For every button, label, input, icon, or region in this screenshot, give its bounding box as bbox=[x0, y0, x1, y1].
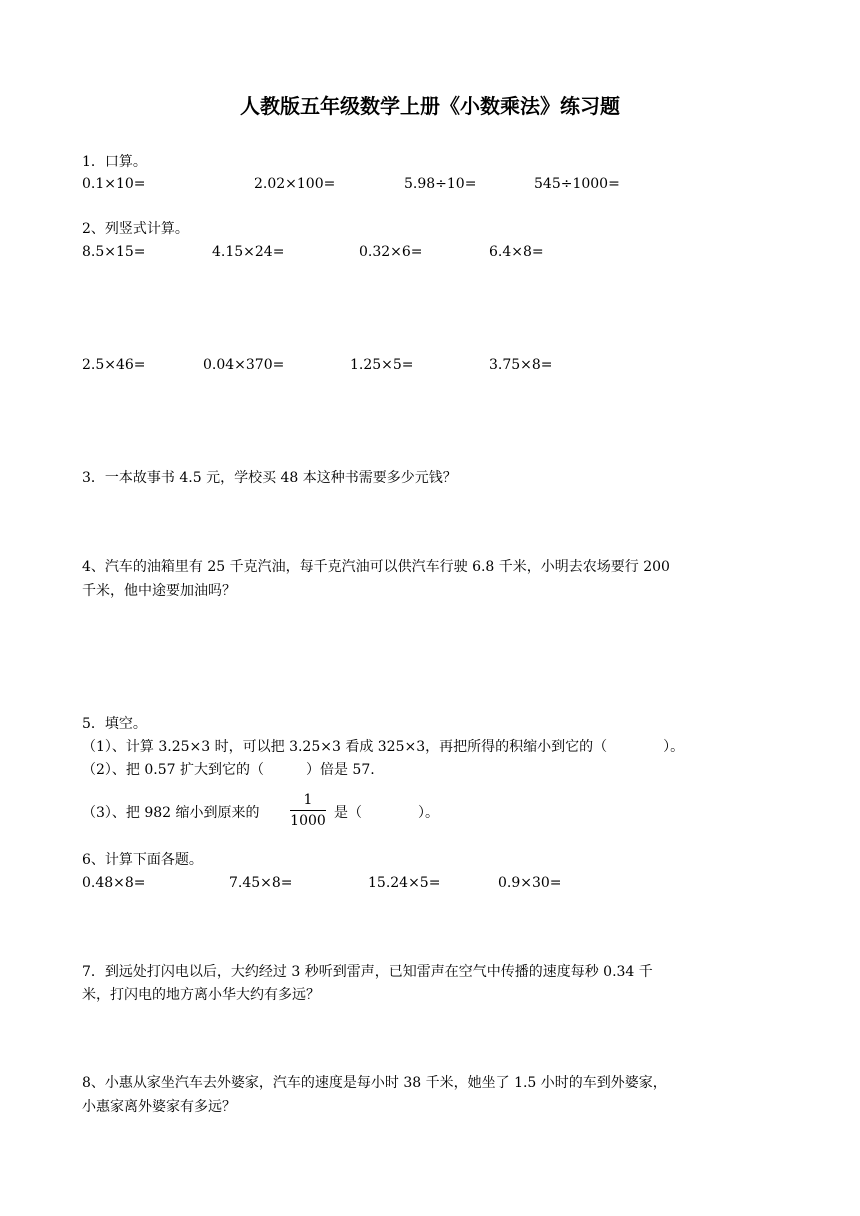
q5-sub3-answer: 是（ ）。 bbox=[334, 805, 439, 821]
q5-sub1: （1）、计算 3.25×3 时，可以把 3.25×3 看成 325×3，再把所得的积缩小到它的（ ）。 bbox=[82, 739, 685, 755]
q2-item: 8.5×15= bbox=[82, 244, 146, 260]
q2-item: 0.04×370= bbox=[203, 357, 285, 373]
q4-line: 4、汽车的油箱里有 25 千克汽油，每千克汽油可以供汽车行驶 6.8 千米，小明去农场要行 200 bbox=[82, 559, 670, 575]
q5-heading: 5．填空。 bbox=[82, 716, 147, 732]
q1-heading: 1．口算。 bbox=[82, 154, 147, 170]
q2-item: 2.5×46= bbox=[82, 357, 146, 373]
q4-line: 千米，他中途要加油吗？ bbox=[82, 583, 236, 599]
q6-item: 15.24×5= bbox=[368, 875, 441, 891]
q1-item: 545÷1000= bbox=[534, 176, 620, 192]
q2-heading: 2、列竖式计算。 bbox=[82, 221, 189, 237]
q7-line: 7．到远处打闪电以后，大约经过 3 秒听到雷声，已知雷声在空气中传播的速度每秒 0.34 千 bbox=[82, 964, 653, 980]
q2-item: 1.25×5= bbox=[350, 357, 414, 373]
q8-line: 小惠家离外婆家有多远？ bbox=[82, 1099, 236, 1115]
fraction-bar bbox=[290, 810, 326, 811]
q2-item: 4.15×24= bbox=[212, 244, 285, 260]
q7-line: 米，打闪电的地方离小华大约有多远？ bbox=[82, 987, 320, 1003]
q5-sub3-text: （3）、把 982 缩小到原来的 bbox=[82, 805, 260, 821]
q6-item: 7.45×8= bbox=[229, 875, 293, 891]
q3-text: 3．一本故事书 4.5 元，学校买 48 本这种书需要多少元钱？ bbox=[82, 470, 457, 486]
page-title: 人教版五年级数学上册《小数乘法》练习题 bbox=[240, 94, 620, 118]
fraction-numerator: 1 bbox=[303, 792, 313, 808]
q1-item: 5.98÷10= bbox=[404, 176, 477, 192]
q1-item: 0.1×10= bbox=[82, 176, 146, 192]
q8-line: 8、小惠从家坐汽车去外婆家，汽车的速度是每小时 38 千米，她坐了 1.5 小时的车到外婆家， bbox=[82, 1075, 667, 1091]
q2-item: 0.32×6= bbox=[359, 244, 423, 260]
q6-item: 0.9×30= bbox=[498, 875, 562, 891]
q5-sub2: （2）、把 0.57 扩大到它的（ ）倍是 57. bbox=[82, 762, 375, 778]
fraction bbox=[288, 791, 328, 830]
q6-heading: 6、计算下面各题。 bbox=[82, 852, 203, 868]
q2-item: 3.75×8= bbox=[489, 357, 553, 373]
q1-item: 2.02×100= bbox=[254, 176, 336, 192]
q2-item: 6.4×8= bbox=[489, 244, 544, 260]
q6-item: 0.48×8= bbox=[82, 875, 146, 891]
fraction-denominator: 1000 bbox=[290, 813, 326, 829]
